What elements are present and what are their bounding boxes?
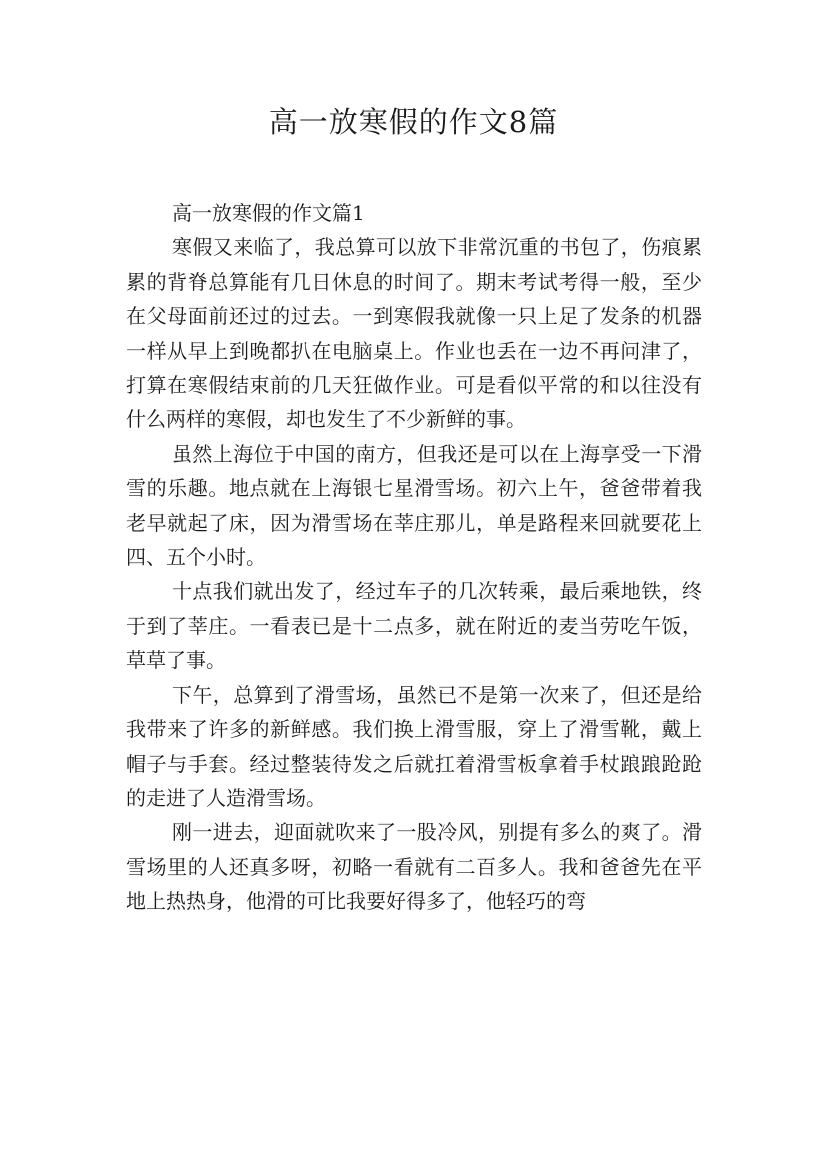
paragraph-4: 下午，总算到了滑雪场，虽然已不是第一次来了，但还是给我带来了许多的新鲜感。我们换上滑雪服，穿上了滑雪靴，戴上帽子与手套。经过整装待发之后就扛着滑雪板拿着手杖踉踉跄跄的走进了人造滑雪场。 (126, 682, 702, 810)
paragraph-2: 虽然上海位于中国的南方，但我还是可以在上海享受一下滑雪的乐趣。地点就在上海银七星滑雪场。初六上午，爸爸带着我老早就起了床，因为滑雪场在莘庄那儿，单是路程来回就要花上四、五个小时。 (126, 441, 702, 570)
paragraph-3: 十点我们就出发了，经过车子的几次转乘，最后乘地铁，终于到了莘庄。一看表已是十二点多，就在附近的麦当劳吃午饭，草草了事。 (126, 579, 702, 673)
document-body (126, 196, 702, 919)
section-heading: 高一放寒假的作文篇1 (172, 201, 365, 225)
paragraph-5: 刚一进去，迎面就吹来了一股冷风，别提有多么的爽了。滑雪场里的人还真多呀，初略一看就有二百多人。我和爸爸先在平地上热热身，他滑的可比我要好得多了，他轻巧的弯 (126, 820, 702, 914)
document-title: 高一放寒假的作文8篇 (268, 105, 559, 139)
paragraph-1: 寒假又来临了，我总算可以放下非常沉重的书包了，伤痕累累的背脊总算能有几日休息的时间了。期末考试考得一般，至少在父母面前还过的过去。一到寒假我就像一只上足了发条的机器一样从早上到晚都扒在电脑桌上。作业也丢在一边不再问津了，打算在寒假结束前的几天狂做作业。可是看似平常的和以往没有什么两样的寒假，却也发生了不少新鲜的事。 (126, 235, 702, 432)
